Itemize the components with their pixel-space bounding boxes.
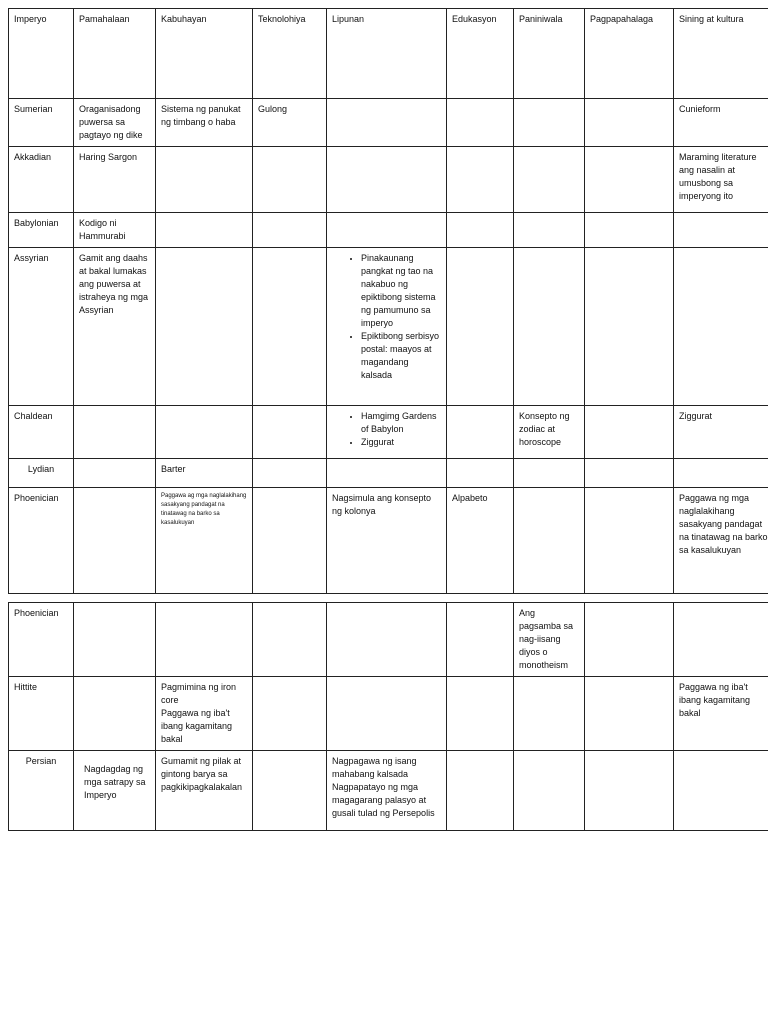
- cell-sining: Cunieform: [674, 99, 768, 147]
- cell-kabuhayan: Sistema ng panukat ng timbang o haba: [156, 99, 253, 147]
- cell-sining: Ziggurat: [674, 406, 768, 459]
- empire-table: [8, 8, 768, 594]
- cell-kabuhayan: [156, 147, 253, 213]
- cell-teknolohiya: [253, 147, 327, 213]
- cell-edukasyon: [447, 459, 514, 488]
- table-row: [9, 603, 768, 677]
- table-row: [9, 751, 768, 831]
- cell-pagpapahalaga: [585, 99, 674, 147]
- cell-lipunan: Nagsimula ang konsepto ng kolonya: [327, 488, 447, 594]
- cell-sining: [674, 248, 768, 406]
- cell-pamahalaan: [74, 459, 156, 488]
- cell-kabuhayan: Paggawa ag mga naglalakihang sasakyang pandagat na tinatawag na barko sa kasalukuyan: [156, 488, 253, 594]
- cell-pamahalaan: Nagdagdag ng mga satrapy sa Imperyo: [74, 751, 156, 831]
- table-row: [9, 406, 768, 459]
- cell-kabuhayan: Gumamit ng pilak at gintong barya sa pagkikipagkalakalan: [156, 751, 253, 831]
- cell-edukasyon: [447, 147, 514, 213]
- cell-pagpapahalaga: [585, 459, 674, 488]
- cell-sining: Maraming literature ang nasalin at umusbong sa imperyong ito: [674, 147, 768, 213]
- cell-pagpapahalaga: [585, 677, 674, 751]
- cell-kabuhayan: [156, 248, 253, 406]
- cell-edukasyon: [447, 677, 514, 751]
- cell-kabuhayan: [156, 603, 253, 677]
- cell-pamahalaan: [74, 488, 156, 594]
- list-item: • Epiktibong serbisyo postal: maayos at magandang kalsada: [361, 330, 441, 382]
- cell-teknolohiya: [253, 677, 327, 751]
- cell-teknolohiya: [253, 603, 327, 677]
- cell-kabuhayan: [156, 213, 253, 248]
- cell-imperyo: Babylonian: [9, 213, 74, 248]
- bullet-list: [332, 410, 441, 449]
- cell-lipunan: [327, 99, 447, 147]
- cell-teknolohiya: [253, 248, 327, 406]
- list-item: • Hamgimg Gardens of Babylon: [361, 410, 441, 436]
- cell-kabuhayan: Barter: [156, 459, 253, 488]
- cell-sining: Paggawa ng iba't ibang kagamitang bakal: [674, 677, 768, 751]
- cell-pamahalaan: [74, 406, 156, 459]
- cell-lipunan: [327, 677, 447, 751]
- header-edukasyon: Edukasyon: [447, 9, 514, 99]
- cell-pagpapahalaga: [585, 248, 674, 406]
- text-line: Nagpagawa ng isang mahabang kalsada: [332, 756, 417, 779]
- cell-lipunan: [327, 248, 447, 406]
- cell-teknolohiya: Gulong: [253, 99, 327, 147]
- text-line: Nagpapatayo ng mga magagarang palasyo at gusali tulad ng Persepolis: [332, 782, 435, 818]
- table-row: [9, 213, 768, 248]
- cell-teknolohiya: [253, 751, 327, 831]
- cell-lipunan: [327, 459, 447, 488]
- cell-paniniwala: [514, 488, 585, 594]
- cell-pagpapahalaga: [585, 213, 674, 248]
- table-row: [9, 248, 768, 406]
- cell-imperyo: Lydian: [9, 459, 74, 488]
- cell-sining: Paggawa ng mga naglalakihang sasakyang pandagat na tinatawag na barko sa kasalukuyan: [674, 488, 768, 594]
- cell-teknolohiya: [253, 488, 327, 594]
- cell-lipunan: [327, 751, 447, 831]
- cell-imperyo: Phoenician: [9, 603, 74, 677]
- cell-imperyo: Akkadian: [9, 147, 74, 213]
- cell-pamahalaan: Oraganisadong puwersa sa pagtayo ng dike: [74, 99, 156, 147]
- cell-paniniwala: [514, 213, 585, 248]
- header-imperyo: Imperyo: [9, 9, 74, 99]
- cell-pamahalaan: Haring Sargon: [74, 147, 156, 213]
- cell-edukasyon: Alpabeto: [447, 488, 514, 594]
- header-lipunan: Lipunan: [327, 9, 447, 99]
- cell-edukasyon: [447, 213, 514, 248]
- table-row: [9, 99, 768, 147]
- cell-edukasyon: [447, 99, 514, 147]
- cell-teknolohiya: [253, 406, 327, 459]
- cell-sining: [674, 213, 768, 248]
- cell-teknolohiya: [253, 459, 327, 488]
- cell-edukasyon: [447, 751, 514, 831]
- cell-kabuhayan: [156, 677, 253, 751]
- cell-pamahalaan: [74, 603, 156, 677]
- cell-edukasyon: [447, 248, 514, 406]
- cell-imperyo: Phoenician: [9, 488, 74, 594]
- list-item: • Pinakaunang pangkat ng tao na nakabuo ng epiktibong sistema ng pamumuno sa imperyo: [361, 252, 441, 330]
- cell-pamahalaan: Kodigo ni Hammurabi: [74, 213, 156, 248]
- cell-paniniwala: [514, 99, 585, 147]
- cell-paniniwala: [514, 248, 585, 406]
- cell-edukasyon: [447, 603, 514, 677]
- cell-teknolohiya: [253, 213, 327, 248]
- table-row: [9, 459, 768, 488]
- cell-paniniwala: [514, 751, 585, 831]
- cell-imperyo: Chaldean: [9, 406, 74, 459]
- cell-paniniwala: [514, 677, 585, 751]
- cell-pagpapahalaga: [585, 603, 674, 677]
- cell-pagpapahalaga: [585, 406, 674, 459]
- cell-imperyo: Assyrian: [9, 248, 74, 406]
- text-line: Pagmimina ng iron core: [161, 682, 237, 705]
- cell-sining: [674, 603, 768, 677]
- header-pamahalaan: Pamahalaan: [74, 9, 156, 99]
- empire-table-continued: [8, 602, 768, 831]
- cell-pagpapahalaga: [585, 147, 674, 213]
- table-row: [9, 488, 768, 594]
- cell-lipunan: [327, 603, 447, 677]
- cell-paniniwala: Konsepto ng zodiac at horoscope: [514, 406, 585, 459]
- cell-pamahalaan: Gamit ang daahs at bakal lumakas ang puwersa at istraheya ng mga Assyrian: [74, 248, 156, 406]
- cell-imperyo: Hittite: [9, 677, 74, 751]
- header-teknolohiya: Teknolohiya: [253, 9, 327, 99]
- cell-paniniwala: [514, 459, 585, 488]
- header-sining: Sining at kultura: [674, 9, 768, 99]
- cell-paniniwala: Ang pagsamba sa nag-iisang diyos o monotheism: [514, 603, 585, 677]
- cell-imperyo: Sumerian: [9, 99, 74, 147]
- header-paniniwala: Paniniwala: [514, 9, 585, 99]
- table-row: [9, 147, 768, 213]
- cell-edukasyon: [447, 406, 514, 459]
- cell-pamahalaan: [74, 677, 156, 751]
- cell-lipunan: [327, 213, 447, 248]
- cell-lipunan: [327, 147, 447, 213]
- cell-sining: [674, 459, 768, 488]
- header-row: [9, 9, 768, 99]
- cell-sining: [674, 751, 768, 831]
- cell-paniniwala: [514, 147, 585, 213]
- text-line: Paggawa ng iba't ibang kagamitang bakal: [161, 708, 233, 744]
- cell-pagpapahalaga: [585, 751, 674, 831]
- list-item: • Ziggurat: [361, 436, 441, 449]
- bullet-list: [332, 252, 441, 382]
- table-row: [9, 677, 768, 751]
- cell-pagpapahalaga: [585, 488, 674, 594]
- cell-lipunan: [327, 406, 447, 459]
- header-pagpapahalaga: Pagpapahalaga: [585, 9, 674, 99]
- header-kabuhayan: Kabuhayan: [156, 9, 253, 99]
- cell-imperyo: Persian: [9, 751, 74, 831]
- cell-kabuhayan: [156, 406, 253, 459]
